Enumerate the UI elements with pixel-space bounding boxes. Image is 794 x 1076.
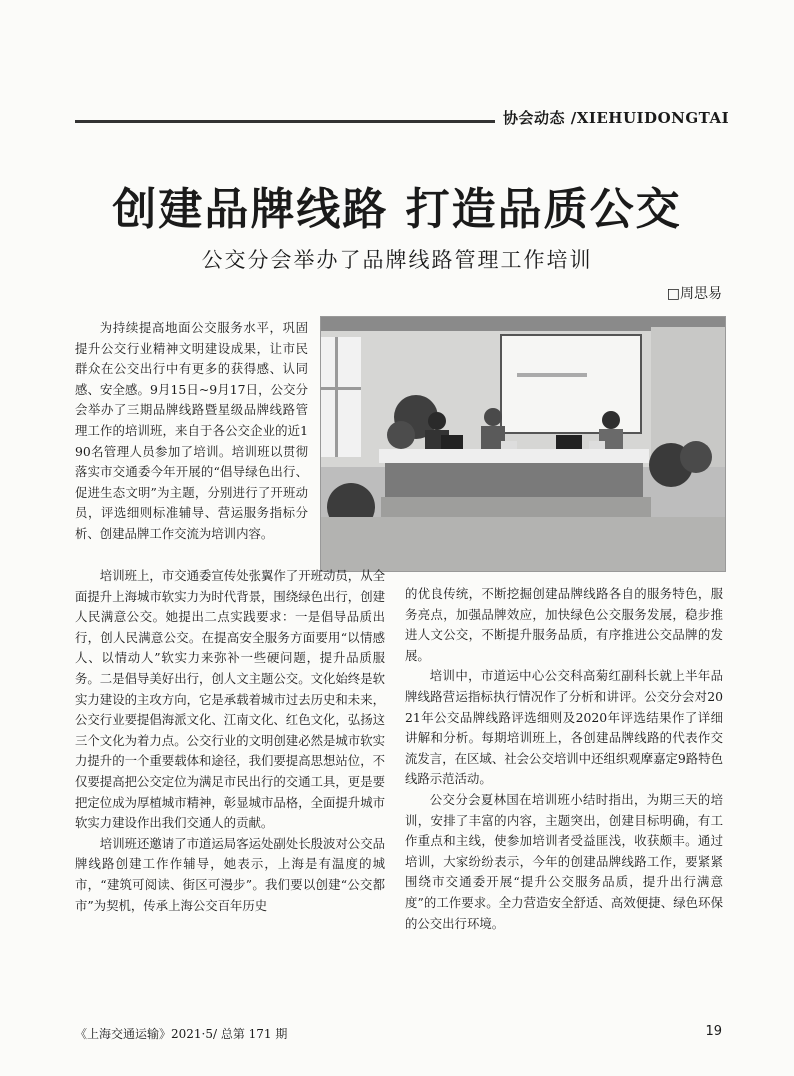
- paragraph-guidance-start: 培训班还邀请了市道运局客运处副处长殷波对公交品牌线路创建工作作辅导，她表示，上海是有温度的城市，“建筑可阅读、街区可漫步”。我们要以创建“公交都市”为契机，传承上海公交百年历史: [75, 835, 385, 913]
- paragraph-intro: 为持续提高地面公交服务水平，巩固提升公交行业精神文明建设成果，让市民群众在公交出行中有更多的获得感、认同感、安全感。9月15日~9月17日，公交分会举办了三期品牌线路暨星级品牌线路管理工作的培训班，来自于各公交企业的近190名管理人员参加了培训。培训班以贯彻落实市交通委今年开展的“倡导绿色出行、促进生态文明”为主题，分别进行了开班动员，评选细则标准辅导、营运服务指标分析、创建品牌工作交流为培训内容。: [75, 320, 308, 541]
- article-column-right: [405, 584, 723, 934]
- training-photo: [320, 316, 726, 572]
- article-subtitle: 公交分会举办了品牌线路管理工作培训: [201, 248, 593, 272]
- article-author: □周思易: [666, 286, 722, 302]
- page-number: 19: [705, 1024, 722, 1039]
- article-column-left: [75, 566, 385, 916]
- paragraph-indicator-analysis: 培训中，市道运中心公交科高菊红副科长就上半年品牌线路营运指标执行情况作了分析和讲评。公交分会对2021年公交品牌线路评选细则及2020年评选结果作了详细讲解和分析。每期培训班上，各创建品牌线路的代表作交流发言，在区域、社会公交培训中还组织观摩嘉定9路特色线路示范活动。: [405, 668, 723, 787]
- paragraph-summary: 公交分会夏林国在培训班小结时指出，为期三天的培训，安排了丰富的内容，主题突出，创建目标明确，有工作重点和主线，使参加培训者受益匪浅，收获颇丰。通过培训，大家纷纷表示，今年的创建品牌线路工作，要紧紧围绕市交通委开展“提升公交服务品质，提升出行满意度”的工作要求。全力营造安全舒适、高效便捷、绿色环保的公交出行环境。: [405, 791, 723, 931]
- paragraph-opening-mobilization: 培训班上，市交通委宣传处张翼作了开班动员，从全面提升上海城市软实力为时代背景，围绕绿色出行，创建人民满意公交。她提出二点实践要求：一是倡导品质出行，创人民满意公交。在提高安全服务方面要用“以情感人、以情动人”软实力来弥补一些硬问题，提升品质服务。二是倡导美好出行，创人文主题公交。文化始终是软实力建设的主攻方向，它是承载着城市过去历史和未来，公交行业要提倡海派文化、江南文化、红色文化，弘扬这三个文化为着力点。公交行业的文明创建必然是城市软实力提升的一个重要载体和途径，我们要提高思想站位，不仅要提高把公交定位为满足市民出行的交通工具，更是要把定位成为厚植城市精神，彰显城市品格，全面提升城市软实力建设作出我们交通人的贡献。: [75, 568, 385, 831]
- article-title: 创建品牌线路 打造品质公交: [112, 184, 682, 235]
- header-rule: [75, 120, 495, 123]
- training-photo-illustration: [321, 317, 725, 571]
- journal-info: 《上海交通运输》2021·5/ 总第 171 期: [75, 1027, 288, 1041]
- paragraph-guidance-continued: 的优良传统，不断挖掘创建品牌线路各自的服务特色，服务亮点，加强品牌效应，加快绿色公交服务发展，稳步推进人文公交，不断提升服务品质，有序推进公交品牌的发展。: [405, 586, 723, 663]
- section-label: 协会动态 /XIEHUIDONGTAI: [503, 109, 730, 127]
- article-column-top: [75, 318, 308, 545]
